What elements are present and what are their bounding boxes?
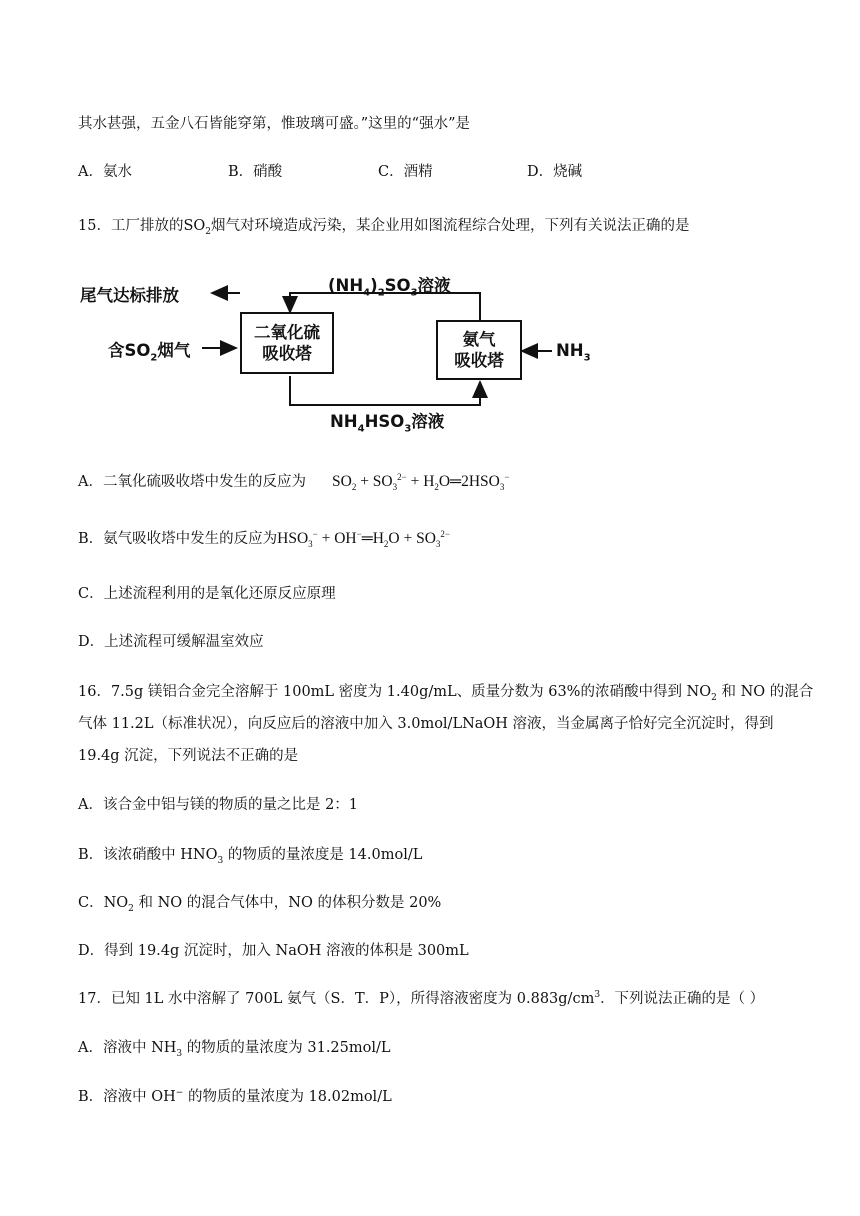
q14-option-d: D．烧碱 — [527, 164, 583, 180]
q16-stem-line-1: 16．7.5g 镁铝合金完全溶解于 100mL 密度为 1.40g/mL、质量分数为 63%的浓硝酸中得到 $NO_2$ 和 NO 的混合 — [78, 684, 814, 703]
so2-absorption-equation: $SO_2 + SO_3^{2-}$ + $H_2O═2HSO_3^-$ — [331, 471, 510, 493]
nh3-tower-line-1: 氨气 — [462, 330, 496, 349]
q14-stem-tail: 其水甚强，五金八石皆能穿第，惟玻璃可盛。”这里的“强水”是 — [78, 116, 470, 132]
ammonia-absorption-tower — [436, 320, 522, 380]
nh3-tower-line-2: 吸收塔 — [454, 351, 504, 370]
q16-option-d: D．得到 19.4g 沉淀时，加入 NaOH 溶液的体积是 300mL — [78, 943, 469, 959]
q16-option-c: C．$NO_2$ 和 NO 的混合气体中，NO 的体积分数是 20% — [78, 895, 442, 914]
q14-option-b: B．硝酸 — [228, 164, 283, 180]
nh3-input-label: $NH_3$ — [556, 341, 591, 364]
flue-gas-label: 含$SO_2$烟气 — [108, 341, 191, 364]
q16-stem-line-2: 气体 11.2L（标准状况），向反应后的溶液中加入 3.0mol/LNaOH 溶液，当金属离子恰好完全沉淀时，得到 — [78, 716, 774, 732]
q17-stem: 17．已知 1L 水中溶解了 700L 氨气（S．T．P），所得溶液密度为 $0.883g/cm^3$．下列说法正确的是（ ） — [78, 990, 765, 1007]
q16-option-b: B．该浓硝酸中 $HNO_3$ 的物质的量浓度是 14.0mol/L — [78, 847, 423, 866]
exhaust-label: 尾气达标排放 — [80, 286, 179, 305]
ammonium-sulfite-stream-label: $(NH_4)_2SO_3$溶液 — [328, 276, 451, 299]
q16-option-a: A．该合金中铝与镁的物质的量之比是 2：1 — [78, 797, 359, 813]
q15-option-c: C．上述流程利用的是氧化还原反应原理 — [78, 586, 336, 602]
flow-diagram — [78, 268, 618, 438]
so2-tower-line-2: 吸收塔 — [262, 344, 312, 363]
q17-option-a: A．溶液中 $NH_3$ 的物质的量浓度为 31.25mol/L — [78, 1040, 391, 1059]
q14-option-c: C．酒精 — [378, 164, 433, 180]
q15-stem: 15．工厂排放的$SO_2$烟气对环境造成污染，某企业用如图流程综合处理，下列有关说法正确的是 — [78, 218, 690, 237]
q15-option-a: A．二氧化硫吸收塔中发生的反应为 $SO_2 + SO_3^{2-}$ + $H_2O═2HSO_3^-$ — [78, 471, 510, 493]
so2-absorption-tower — [240, 312, 334, 374]
q14-option-a: A．氨水 — [78, 164, 132, 180]
q17-option-b: B．溶液中 OH− 的物质的量浓度为 18.02mol/L — [78, 1088, 392, 1105]
q16-stem-line-3: 19.4g 沉淀，下列说法不正确的是 — [78, 748, 299, 764]
so2-tower-line-1: 二氧化硫 — [254, 323, 320, 342]
ammonium-bisulfite-stream-label: $NH_4HSO_3$溶液 — [330, 412, 445, 435]
nh3-absorption-equation: $HSO_3^-$ + $OH^-═H_2O + SO_3^{2-}$ — [277, 528, 450, 550]
q15-option-b: B．氨气吸收塔中发生的反应为$HSO_3^-$ + $OH^-═H_2O + SO_3^{2-}$ — [78, 528, 450, 550]
q15-option-d: D．上述流程可缓解温室效应 — [78, 634, 264, 650]
